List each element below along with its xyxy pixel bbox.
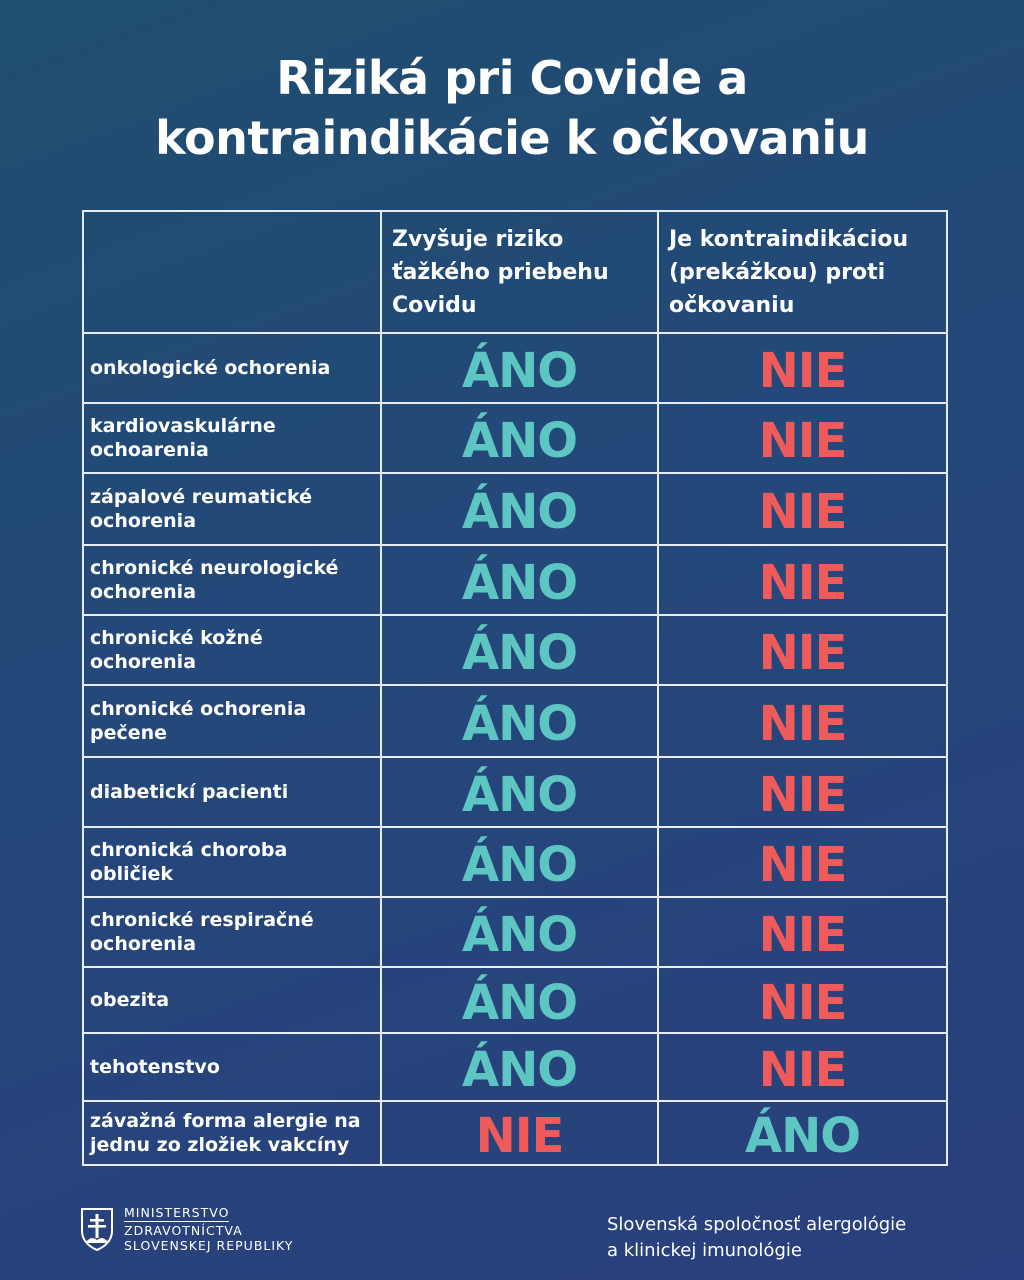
ministry-name [124, 1205, 293, 1253]
risk-value: ÁNO [381, 403, 658, 473]
contraindication-value: NIE [658, 615, 947, 685]
risk-value: ÁNO [381, 1033, 658, 1101]
ministry-line-2: ZDRAVOTNÍCTVA [124, 1223, 243, 1238]
row-label: obezita [83, 967, 381, 1033]
table-row [83, 545, 947, 615]
contraindication-value: NIE [658, 1033, 947, 1101]
row-label: chronické neurologické ochorenia [83, 545, 381, 615]
table-row [83, 897, 947, 967]
risk-value: ÁNO [381, 545, 658, 615]
title-line-1: Riziká pri Covide a [276, 51, 748, 105]
society-name [607, 1212, 906, 1264]
row-label: onkologické ochorenia [83, 333, 381, 403]
contraindication-value: NIE [658, 757, 947, 827]
table-row [83, 1033, 947, 1101]
society-line-1: Slovenská spoločnosť alergológie [607, 1214, 907, 1235]
contraindication-value: NIE [658, 827, 947, 897]
contraindication-value: NIE [658, 473, 947, 545]
ministry-line-1: MINISTERSTVO [124, 1205, 230, 1220]
table-row [83, 1101, 947, 1165]
title-line-2: kontraindikácie k očkovaniu [155, 111, 869, 165]
page-title [0, 48, 1024, 168]
header-risk: Zvyšuje riziko ťažkého priebehu Covidu [381, 211, 658, 333]
row-label: zápalové reumatické ochorenia [83, 473, 381, 545]
ministry-logo-block [80, 1205, 340, 1261]
ministry-line-3: SLOVENSKEJ REPUBLIKY [124, 1238, 294, 1253]
table-row [83, 615, 947, 685]
table-row [83, 967, 947, 1033]
contraindication-value: NIE [658, 545, 947, 615]
risk-value: ÁNO [381, 615, 658, 685]
contraindication-value: NIE [658, 333, 947, 403]
row-label: chronické kožné ochorenia [83, 615, 381, 685]
risk-table [82, 210, 948, 1166]
table-row [83, 685, 947, 757]
table-header-row [83, 211, 947, 333]
row-label: chronická choroba obličiek [83, 827, 381, 897]
risk-value: ÁNO [381, 897, 658, 967]
risk-value: ÁNO [381, 685, 658, 757]
header-contraindication: Je kontraindikáciou (prekážkou) proti očkovaniu [658, 211, 947, 333]
table-row [83, 403, 947, 473]
risk-value: ÁNO [381, 757, 658, 827]
contraindication-value: NIE [658, 967, 947, 1033]
society-line-2: a klinickej imunológie [607, 1240, 802, 1261]
risk-value: ÁNO [381, 333, 658, 403]
slovak-coat-of-arms-icon [80, 1207, 114, 1251]
row-label: tehotenstvo [83, 1033, 381, 1101]
contraindication-value: NIE [658, 403, 947, 473]
table-row [83, 757, 947, 827]
header-empty [83, 211, 381, 333]
contraindication-value: NIE [658, 685, 947, 757]
table-row [83, 473, 947, 545]
table-row [83, 827, 947, 897]
row-label: závažná forma alergie na jednu zo zložiek vakcíny [83, 1101, 381, 1165]
risk-value: ÁNO [381, 967, 658, 1033]
table-row [83, 333, 947, 403]
contraindication-value: NIE [658, 897, 947, 967]
row-label: chronické ochorenia pečene [83, 685, 381, 757]
risk-value: ÁNO [381, 473, 658, 545]
risk-value: NIE [381, 1101, 658, 1165]
row-label: chronické respiračné ochorenia [83, 897, 381, 967]
row-label: diabetickí pacienti [83, 757, 381, 827]
risk-value: ÁNO [381, 827, 658, 897]
row-label: kardiovaskulárne ochoarenia [83, 403, 381, 473]
contraindication-value: ÁNO [658, 1101, 947, 1165]
